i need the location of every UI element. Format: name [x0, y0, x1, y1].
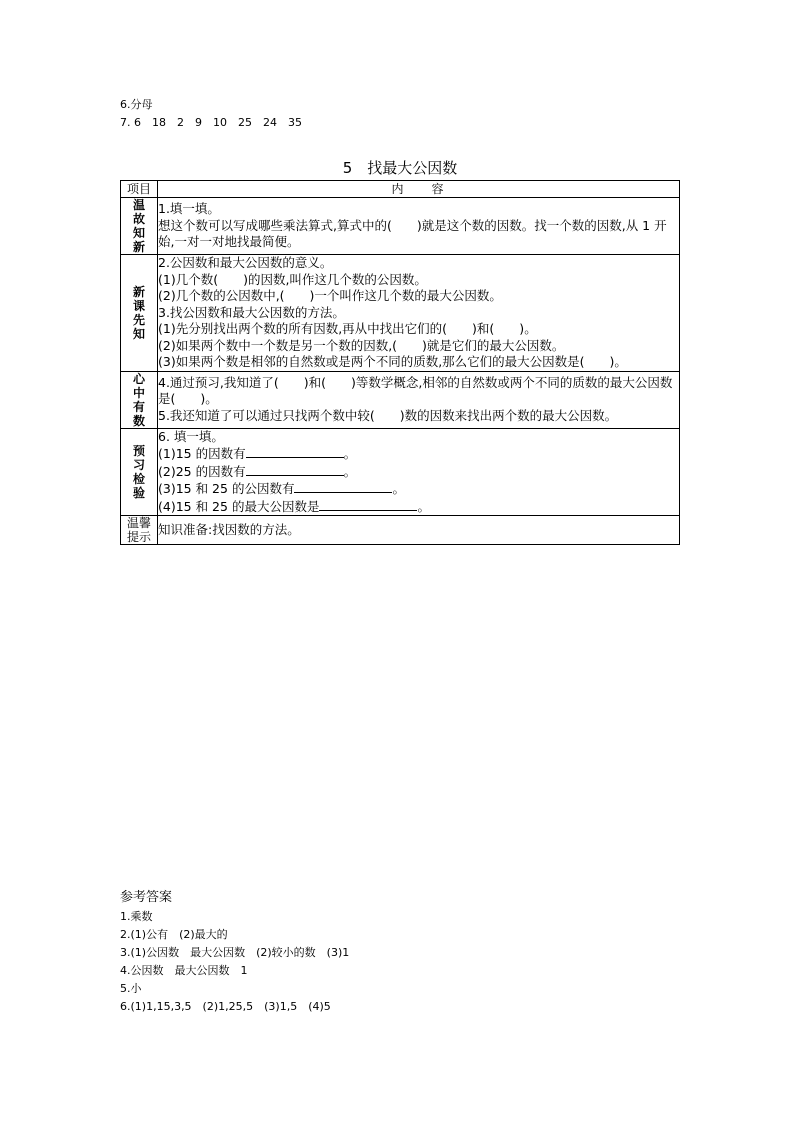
content-line: 想这个数可以写成哪些乘法算式,算式中的( )就是这个数的因数。找一个数的因数,从 1 开始,一对一对地找最简便。: [158, 217, 667, 250]
fill-in-item: [158, 463, 679, 481]
fill-in-suffix: 。: [392, 481, 405, 496]
category-char: 心: [132, 371, 145, 386]
category-char: 有: [132, 399, 145, 414]
category-char: 习: [132, 457, 145, 472]
row-category: [121, 255, 158, 372]
answer-line: 4.公因数 最大公因数 1: [120, 964, 248, 977]
category-char: 知: [132, 226, 145, 240]
row-category: [121, 198, 158, 255]
content-line: (2)几个数的公因数中,( )一个叫作这几个数的最大公因数。: [158, 288, 502, 303]
category-char: 预: [132, 443, 145, 458]
content-line: (1)几个数( )的因数,叫作这几个数的公因数。: [158, 271, 427, 287]
row-content: [158, 198, 680, 255]
category-char: 新: [132, 240, 145, 254]
category-char: 检: [132, 471, 145, 486]
row-category: [121, 516, 158, 545]
row-content: [158, 516, 680, 545]
content-line: (2)如果两个数中一个数是另一个数的因数,( )就是它们的最大公因数。: [158, 337, 565, 353]
category-char: 知: [132, 326, 145, 341]
answer-line: 3.(1)公因数 最大公因数 (2)较小的数 (3)1: [120, 946, 350, 959]
row-content: [158, 371, 680, 428]
answer-blank[interactable]: [294, 480, 392, 493]
table-header-row: [121, 181, 680, 198]
category-char: 故: [132, 212, 145, 226]
table-row: [121, 198, 680, 255]
fill-in-suffix: 。: [343, 446, 357, 461]
header-content-char: 内: [391, 182, 406, 196]
category-char: 新: [132, 284, 145, 299]
row-content: [158, 255, 680, 372]
category-char: 温: [132, 198, 145, 212]
row-category: [121, 428, 158, 516]
fill-in-item: [158, 480, 679, 498]
fill-in-item: [158, 445, 679, 463]
category-char: 验: [132, 485, 145, 500]
fill-in-prompt: (3)15 和 25 的公因数有: [158, 481, 295, 496]
answer-line: 5.小: [120, 982, 142, 995]
answer-blank[interactable]: [246, 445, 344, 458]
header-item: 项目: [121, 181, 158, 198]
answer-line: 6.(1)1,15,3,5 (2)1,25,5 (3)1,5 (4)5: [120, 1000, 331, 1013]
reference-answers: [120, 888, 349, 1016]
category-char: 数: [132, 413, 145, 428]
header-content: [158, 181, 680, 198]
table-row: [121, 371, 680, 428]
content-line: 2.公因数和最大公因数的意义。: [158, 255, 333, 270]
table-row: [121, 516, 680, 545]
content-line: 6. 填一填。: [158, 428, 224, 444]
category-char: 课: [132, 298, 145, 313]
answer-line: 1.乘数: [120, 910, 153, 923]
row-content: [158, 428, 680, 516]
answer-line: 2.(1)公有 (2)最大的: [120, 928, 228, 941]
fill-in-item: [158, 498, 679, 516]
table-row: [121, 428, 680, 516]
fill-in-suffix: 。: [417, 498, 430, 514]
fill-in-prompt: (4)15 和 25 的最大公因数是: [158, 498, 320, 514]
header-content-char: 容: [431, 182, 446, 196]
fill-in-suffix: 。: [343, 463, 357, 479]
previous-answer-line: 6.分母: [120, 98, 153, 111]
content-line: (1)先分别找出两个数的所有因数,再从中找出它们的( )和( )。: [158, 321, 537, 336]
answer-blank[interactable]: [246, 463, 344, 476]
category-char: 先: [132, 312, 145, 327]
content-line: 3.找公因数和最大公因数的方法。: [158, 304, 345, 320]
study-plan-table: [120, 180, 680, 545]
previous-answers: [120, 96, 302, 132]
content-line: 4.通过预习,我知道了( )和( )等数学概念,相邻的自然数或两个不同的质数的最大公因数是( )。: [158, 374, 673, 407]
answers-heading: 参考答案: [120, 890, 173, 905]
category-char: 中: [132, 385, 145, 400]
content-line: 5.我还知道了可以通过只找两个数中较( )数的因数来找出两个数的最大公因数。: [158, 407, 618, 423]
content-line: 1.填一填。: [158, 201, 220, 217]
section-title: 5 找最大公因数: [342, 159, 458, 177]
previous-answer-line: 7. 6 18 2 9 10 25 24 35: [120, 116, 302, 129]
fill-in-prompt: (2)25 的因数有: [158, 463, 246, 479]
table-row: [121, 255, 680, 372]
category-char: 温馨: [126, 516, 151, 530]
answer-blank[interactable]: [319, 498, 417, 511]
fill-in-prompt: (1)15 的因数有: [158, 446, 246, 461]
category-char: 提示: [126, 530, 151, 544]
row-category: [121, 371, 158, 428]
content-line: 知识准备:找因数的方法。: [158, 521, 300, 537]
content-line: (3)如果两个数是相邻的自然数或是两个不同的质数,那么它们的最大公因数是( )。: [158, 354, 627, 369]
